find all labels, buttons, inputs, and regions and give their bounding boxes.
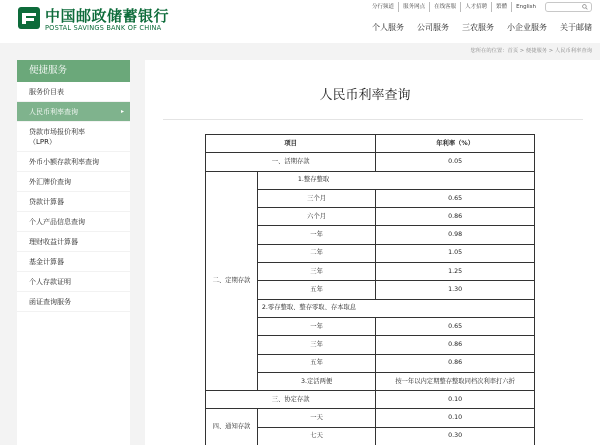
- row-value: 0.10: [376, 391, 535, 409]
- row-value: 0.86: [376, 208, 535, 226]
- sidebar-item-fund-calculator[interactable]: [17, 252, 130, 272]
- nav-small-business[interactable]: 小企业服务: [507, 23, 547, 32]
- row-value: 1.05: [376, 244, 535, 262]
- row-value: 1.30: [376, 281, 535, 299]
- row-value: 0.65: [376, 189, 535, 207]
- sidebar-item-label: 服务价目表: [29, 88, 64, 96]
- logo-chinese-name: 中国邮政储蓄银行: [45, 7, 170, 25]
- psbc-logo-icon: [17, 6, 41, 30]
- row-value: 0.05: [376, 153, 535, 171]
- term-label: 五年: [257, 354, 375, 372]
- subgroup-label: 1.整存整取: [257, 171, 534, 189]
- table-row: [206, 409, 535, 427]
- table-row: [206, 391, 535, 409]
- arrow-right-icon: ▸: [120, 107, 124, 115]
- page-title: 人民币利率查询: [319, 88, 411, 103]
- sidebar-item-rmb-rates[interactable]: [17, 102, 130, 122]
- term-label: 三年: [257, 336, 375, 354]
- sidebar-item-label: 函证查询服务: [29, 298, 71, 306]
- term-label: 三个月: [257, 189, 375, 207]
- group-label-notice: 四、通知存款: [206, 409, 258, 445]
- row-value: 0.65: [376, 317, 535, 335]
- toplink-traditional[interactable]: 繁體: [491, 2, 511, 12]
- sidebar-item-fx-quotes[interactable]: [17, 172, 130, 192]
- sidebar-item-label: 贷款计算器: [29, 198, 64, 206]
- sidebar-item-loan-calculator[interactable]: [17, 192, 130, 212]
- table-row: [206, 153, 535, 171]
- sidebar-item-label: 贷款市场报价利率 （LPR）: [29, 128, 85, 146]
- term-label: 六个月: [257, 208, 375, 226]
- sidebar-item-wealth-calculator[interactable]: [17, 232, 130, 252]
- sidebar-item-product-info[interactable]: [17, 212, 130, 232]
- search-icon[interactable]: [582, 4, 588, 10]
- table-header-row: [206, 135, 535, 153]
- column-header-item: 项目: [206, 135, 376, 153]
- logo-english-name: POSTAL SAVINGS BANK OF CHINA: [45, 24, 162, 32]
- row-label: 一、活期存款: [206, 153, 376, 171]
- toplink-english[interactable]: English: [511, 2, 540, 12]
- sidebar-item-label: 个人存款证明: [29, 278, 71, 286]
- sidebar-item-label: 个人产品信息查询: [29, 218, 85, 226]
- sidebar-item-label: 外汇牌价查询: [29, 178, 71, 186]
- bank-logo[interactable]: [17, 5, 170, 37]
- sidebar-item-label: 外币小额存款利率查询: [29, 158, 99, 166]
- top-links: [368, 2, 540, 12]
- divider: [163, 119, 583, 120]
- row-value: 0.86: [376, 354, 535, 372]
- search-input[interactable]: [545, 2, 592, 12]
- nav-rural[interactable]: 三农服务: [462, 23, 494, 32]
- term-label: 三年: [257, 263, 375, 281]
- sidebar: [17, 60, 130, 445]
- toplink-careers[interactable]: 人才招聘: [460, 2, 491, 12]
- subgroup-label: 2.零存整取、整存零取、存本取息: [257, 299, 534, 317]
- breadcrumb: 您所在的位置：首页 > 便捷服务 > 人民币利率查询: [470, 48, 592, 54]
- term-label: 一年: [257, 317, 375, 335]
- row-value: 按一年以内定期整存整取同档次利率打六折: [376, 372, 535, 390]
- row-value: 0.30: [376, 427, 535, 445]
- term-label: 一天: [257, 409, 375, 427]
- sidebar-item-fx-deposit-rates[interactable]: [17, 152, 130, 172]
- nav-personal[interactable]: 个人服务: [372, 23, 404, 32]
- term-label: 五年: [257, 281, 375, 299]
- sidebar-item-label: 人民币利率查询: [29, 108, 78, 116]
- sidebar-item-price-list[interactable]: [17, 82, 130, 102]
- sidebar-title: 便捷服务: [17, 60, 130, 82]
- main-nav: [359, 22, 592, 34]
- row-value: 0.98: [376, 226, 535, 244]
- term-label: 一年: [257, 226, 375, 244]
- group-label-fixed: 二、定期存款: [206, 171, 258, 391]
- sidebar-item-lpr[interactable]: [17, 122, 130, 152]
- toplink-online-service[interactable]: 在线客服: [429, 2, 460, 12]
- row-value: 1.25: [376, 263, 535, 281]
- sidebar-item-label: 基金计算器: [29, 258, 64, 266]
- main-content: [145, 60, 600, 445]
- term-label: 七天: [257, 427, 375, 445]
- row-label: 三、协定存款: [206, 391, 376, 409]
- sidebar-item-label: 理财收益计算器: [29, 238, 78, 246]
- sidebar-item-confirmation-service[interactable]: [17, 292, 130, 312]
- table-row: [206, 171, 535, 189]
- rates-table: [205, 134, 535, 445]
- column-header-rate: 年利率（%）: [376, 135, 535, 153]
- toplink-service-outlets[interactable]: 服务网点: [398, 2, 429, 12]
- toplink-branch-channel[interactable]: 分行频道: [372, 4, 395, 10]
- row-value: 0.10: [376, 409, 535, 427]
- term-label: 二年: [257, 244, 375, 262]
- nav-corporate[interactable]: 公司服务: [417, 23, 449, 32]
- subgroup-label: 3.定活两便: [257, 372, 375, 390]
- site-header: [0, 0, 600, 43]
- row-value: 0.86: [376, 336, 535, 354]
- nav-about[interactable]: 关于邮储: [560, 23, 592, 32]
- sidebar-item-deposit-certificate[interactable]: [17, 272, 130, 292]
